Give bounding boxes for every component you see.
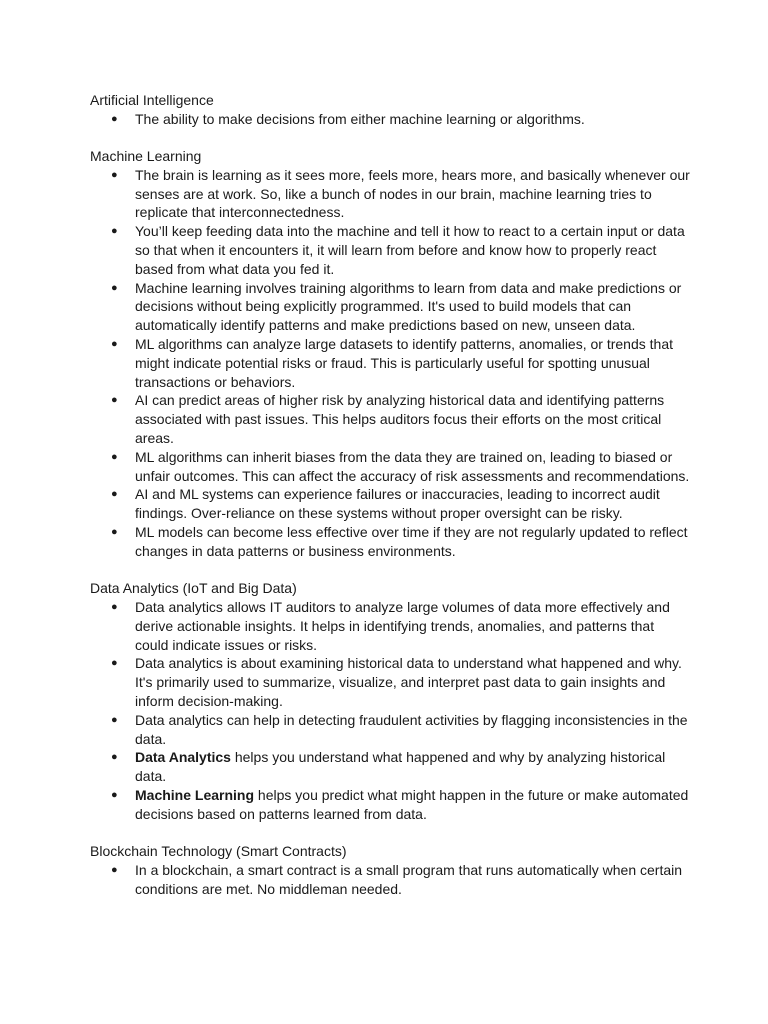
item-text: Machine learning involves training algorithms to learn from data and make predictions or decisions without being explicitly programmed. It's used to build models that can automatically identify patterns and make predictions based on new, unseen data. — [135, 279, 682, 334]
item-text: AI can predict areas of higher risk by analyzing historical data and identifying patterns associated with past issues. This helps auditors focus their efforts on the most critical areas. — [135, 392, 665, 447]
section-machine-learning — [90, 147, 690, 561]
bullet-list — [90, 166, 690, 561]
bullet-icon: ● — [111, 112, 118, 125]
bullet-icon: ● — [111, 713, 118, 726]
item-text: AI and ML systems can experience failures or inaccuracies, leading to incorrect audit findings. Over-reliance on these systems without proper oversight can be risky. — [135, 486, 660, 522]
list-item — [90, 485, 690, 523]
item-text: Data analytics is about examining historical data to understand what happened and why. It's primarily used to summarize, visualize, and interpret past data to gain insights and inform decision-making. — [135, 655, 682, 709]
item-text: helps you understand what happened and why by analyzing historical data. — [135, 749, 666, 785]
item-text: ML algorithms can inherit biases from the data they are trained on, leading to biased or unfair outcomes. This can affect the accuracy of risk assessments and recommendations. — [135, 448, 690, 484]
bullet-list — [90, 861, 690, 899]
item-text: helps you predict what might happen in the future or make automated decisions based on patterns learned from data. — [135, 786, 689, 822]
item-lead: Data Analytics — [135, 749, 231, 766]
section-data-analytics — [90, 579, 690, 823]
section-heading: Blockchain Technology (Smart Contracts) — [90, 842, 347, 859]
list-item — [90, 391, 690, 447]
section-heading: Machine Learning — [90, 148, 202, 165]
list-item — [90, 861, 690, 899]
item-text: ML models can become less effective over time if they are not regularly updated to reflect changes in data patterns or business environments. — [135, 524, 688, 559]
item-text: ML algorithms can analyze large datasets to identify patterns, anomalies, or trends that might indicate potential risks or fraud. This is particularly useful for spotting unusual transactions or behaviors. — [135, 336, 673, 390]
bullet-icon: ● — [111, 863, 118, 876]
item-text: The brain is learning as it sees more, feels more, hears more, and basically whenever our senses are at work. So, like a bunch of nodes in our brain, machine learning tries to replicate that interconnectedness. — [135, 166, 690, 221]
item-text: In a blockchain, a smart contract is a small program that runs automatically when certain conditions are met. No middleman needed. — [135, 861, 683, 897]
list-item — [90, 166, 690, 222]
bullet-list — [90, 110, 690, 129]
item-text: Data analytics can help in detecting fraudulent activities by flagging inconsistencies in the data. — [135, 711, 688, 747]
document-body — [90, 91, 690, 917]
list-item — [90, 335, 690, 391]
list-item — [90, 711, 690, 749]
section-heading: Artificial Intelligence — [90, 92, 214, 108]
list-item — [90, 748, 690, 786]
list-item — [90, 279, 690, 335]
bullet-icon: ● — [111, 168, 118, 181]
item-text: You’ll keep feeding data into the machine and tell it how to react to a certain input or data so that when it encounters it, it will learn from before and know how to properly react based from what data you fed it. — [135, 223, 685, 277]
bullet-icon: ● — [111, 488, 118, 501]
section-artificial-intelligence — [90, 91, 690, 129]
bullet-icon: ● — [111, 450, 118, 463]
bullet-icon: ● — [111, 751, 118, 764]
bullet-icon: ● — [111, 338, 118, 351]
list-item — [90, 448, 690, 486]
bullet-list — [90, 598, 690, 824]
list-item — [90, 654, 690, 710]
item-text: Data analytics allows IT auditors to analyze large volumes of data more effectively and derive actionable insights. It helps in identifying trends, anomalies, and patterns that could indicate issues or risks. — [135, 598, 670, 653]
bullet-icon: ● — [111, 657, 118, 670]
list-item — [90, 523, 690, 561]
list-item — [90, 222, 690, 278]
list-item — [90, 110, 690, 129]
bullet-icon: ● — [111, 788, 118, 801]
bullet-icon: ● — [111, 526, 118, 539]
bullet-icon: ● — [111, 600, 118, 613]
list-item — [90, 598, 690, 654]
bullet-icon: ● — [111, 281, 118, 294]
section-heading: Data Analytics (IoT and Big Data) — [90, 580, 297, 597]
item-lead: Machine Learning — [135, 786, 255, 803]
list-item — [90, 786, 690, 824]
bullet-icon: ● — [111, 394, 118, 407]
bullet-icon: ● — [111, 225, 118, 238]
item-text: The ability to make decisions from either machine learning or algorithms. — [135, 110, 585, 127]
section-blockchain-technology — [90, 842, 690, 898]
